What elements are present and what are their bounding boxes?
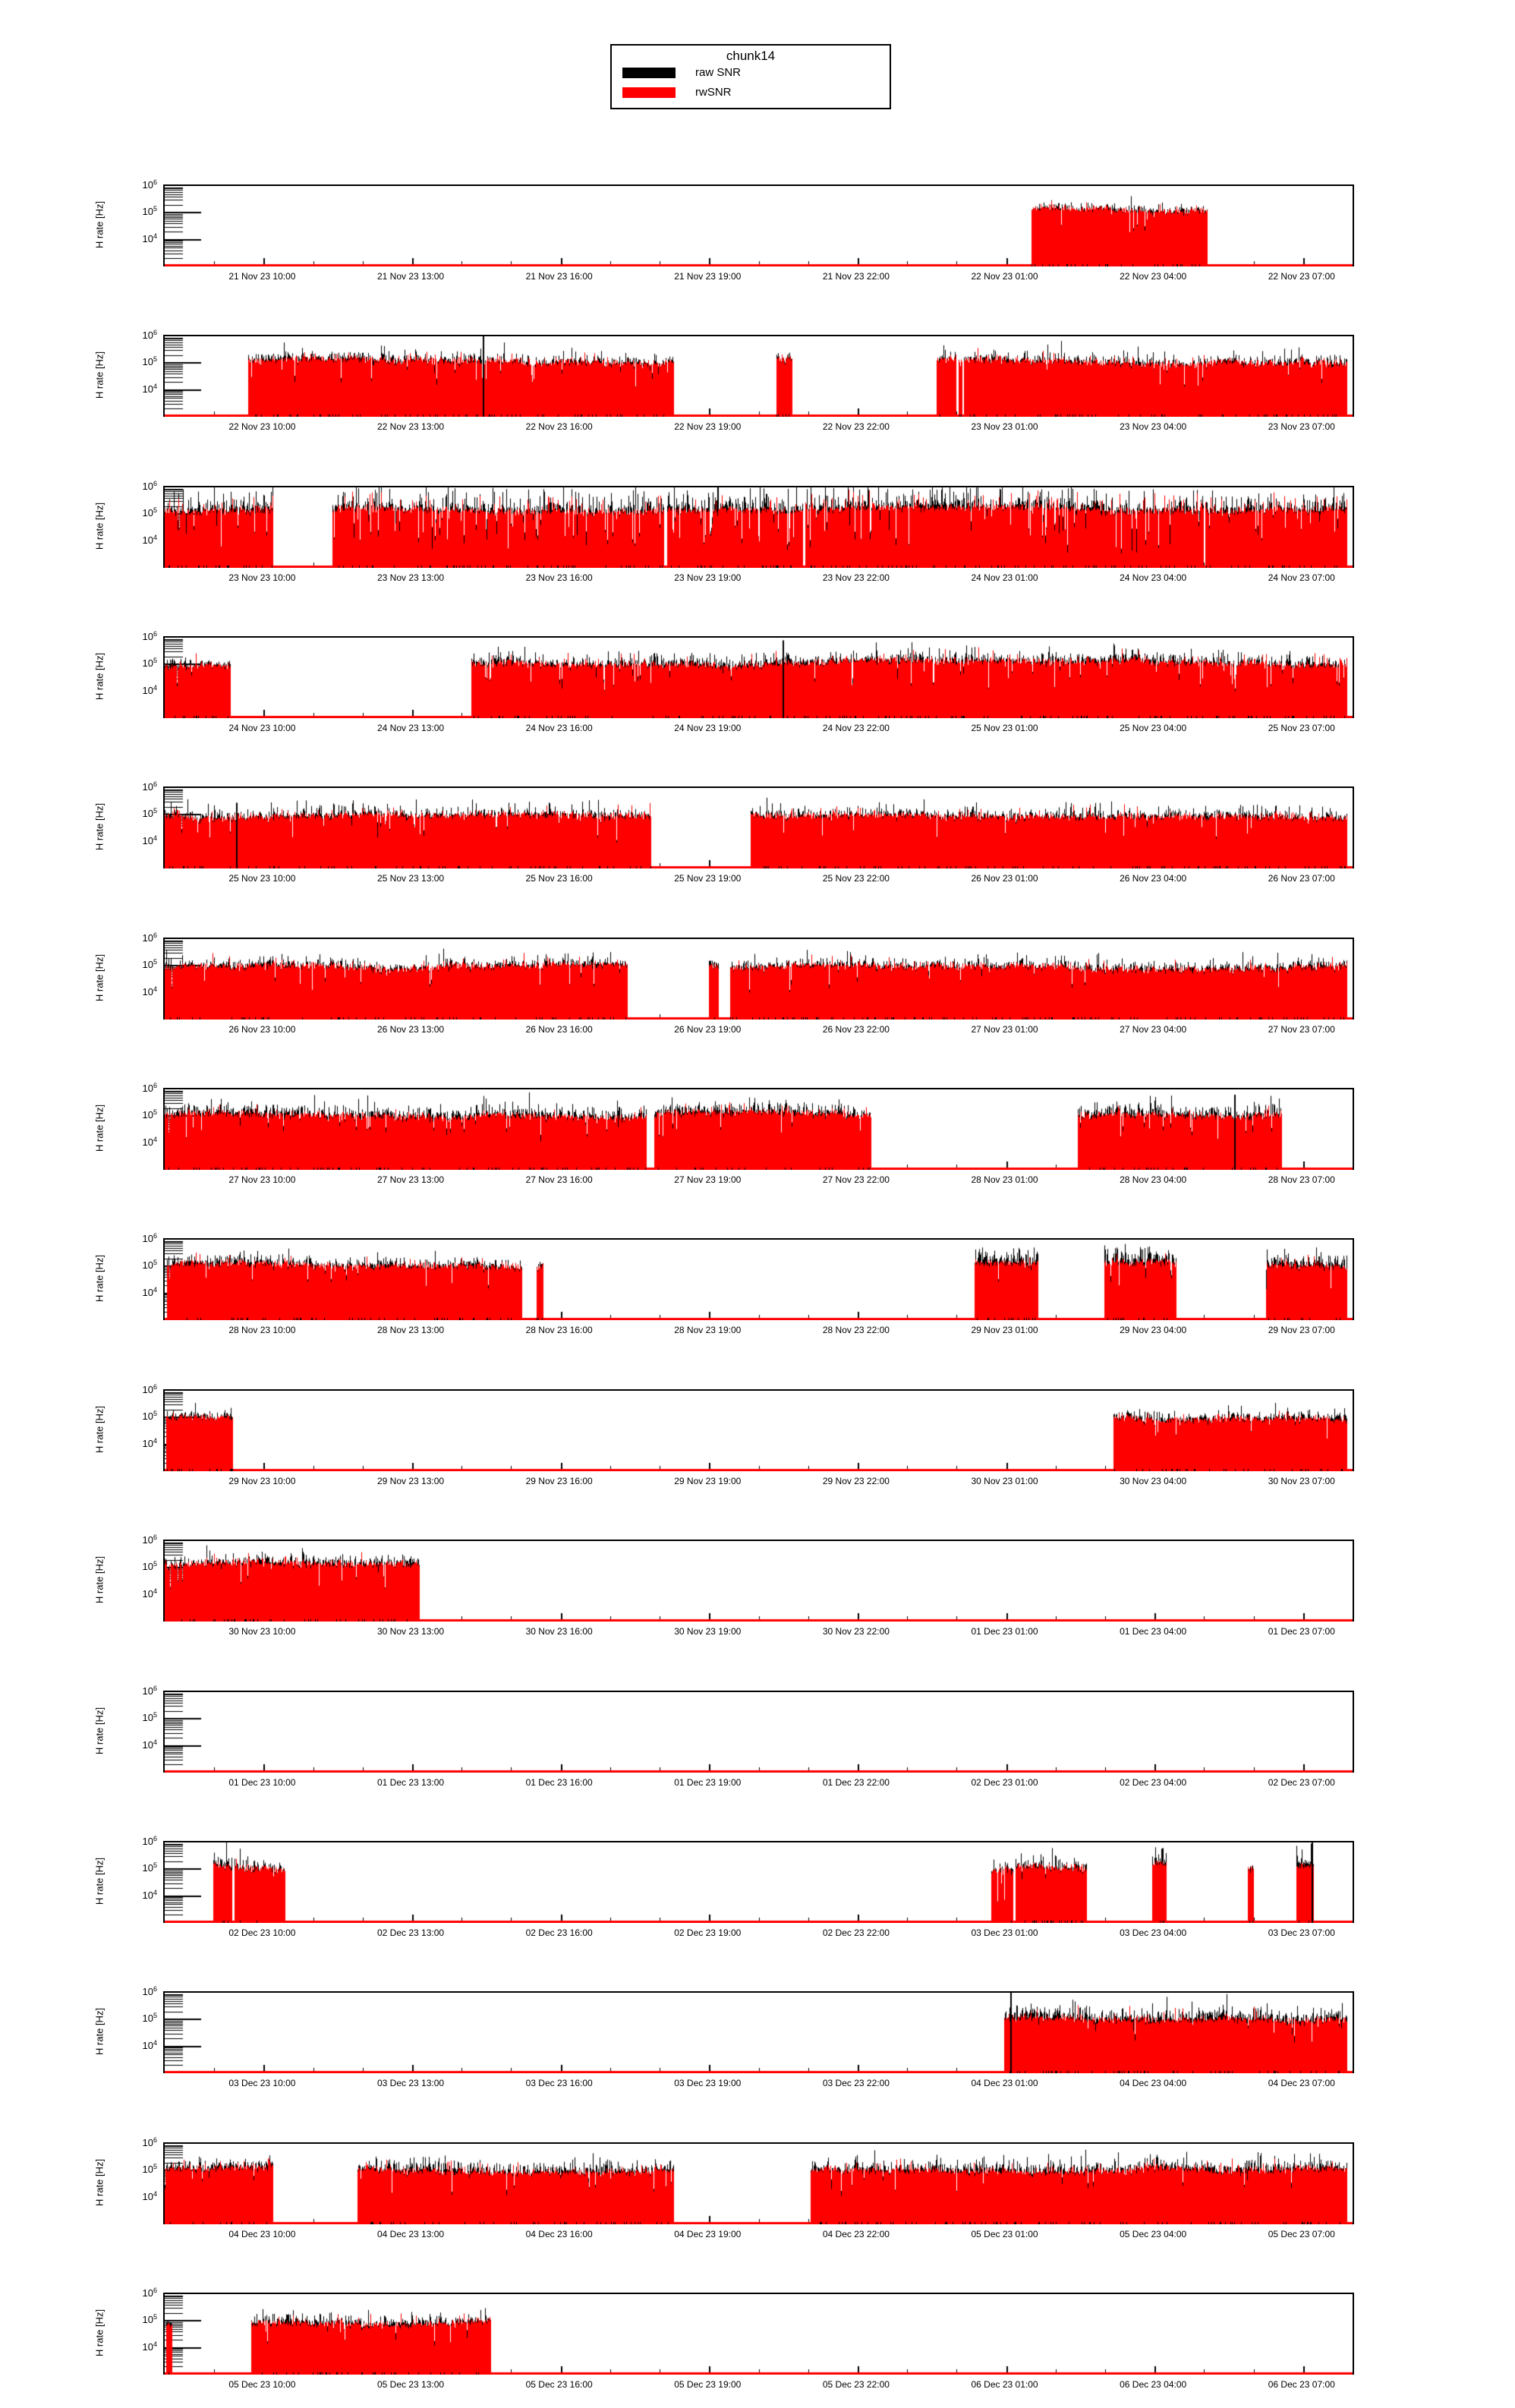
x-tick-label: 01 Dec 23 10:00	[228, 1777, 296, 1788]
y-tick-label: $10^4$	[142, 2189, 157, 2202]
x-tick-label: 21 Nov 23 16:00	[525, 271, 593, 282]
panel-01-Dec-23	[163, 1691, 1354, 1773]
x-tick-label: 26 Nov 23 01:00	[971, 873, 1038, 884]
y-tick-label: $10^5$	[142, 657, 157, 670]
y-tick-label: $10^5$	[142, 1410, 157, 1423]
y-axis-title: H rate [Hz]	[93, 2158, 106, 2207]
x-tick-label: 04 Dec 23 04:00	[1120, 2078, 1187, 2088]
x-tick-label: 04 Dec 23 07:00	[1268, 2078, 1335, 2088]
x-tick-label: 01 Dec 23 19:00	[674, 1777, 742, 1788]
y-tick-label: $10^4$	[142, 1436, 157, 1449]
x-tick-label: 21 Nov 23 22:00	[822, 271, 890, 282]
x-tick-label: 01 Dec 23 04:00	[1120, 1626, 1187, 1637]
panel-28-Nov-23	[163, 1238, 1354, 1320]
x-tick-label: 03 Dec 23 19:00	[674, 2078, 742, 2088]
x-tick-label: 29 Nov 23 13:00	[376, 1476, 445, 1486]
y-tick-label: $10^4$	[142, 382, 157, 395]
x-tick-label: 23 Nov 23 22:00	[822, 572, 890, 583]
chart-canvas	[165, 2144, 1353, 2224]
x-tick-label: 25 Nov 23 16:00	[525, 873, 593, 884]
panel-27-Nov-23	[163, 1088, 1354, 1170]
x-tick-label: 30 Nov 23 19:00	[674, 1626, 742, 1637]
panel-04-Dec-23	[163, 2142, 1354, 2224]
x-tick-label: 02 Dec 23 10:00	[228, 1927, 296, 1938]
y-axis-title: H rate [Hz]	[93, 2007, 106, 2056]
x-tick-label: 22 Nov 23 07:00	[1268, 271, 1335, 282]
y-axis-title: H rate [Hz]	[93, 2309, 106, 2357]
panel-25-Nov-23	[163, 786, 1354, 868]
x-tick-label: 03 Dec 23 01:00	[971, 1927, 1038, 1938]
x-tick-label: 02 Dec 23 04:00	[1120, 1777, 1187, 1788]
x-tick-label: 30 Nov 23 16:00	[525, 1626, 593, 1637]
x-tick-label: 24 Nov 23 16:00	[525, 723, 593, 733]
y-tick-label: $10^4$	[142, 533, 157, 546]
x-tick-label: 04 Dec 23 10:00	[228, 2229, 296, 2239]
y-tick-label: $10^4$	[142, 1587, 157, 1600]
x-tick-label: 02 Dec 23 16:00	[525, 1927, 593, 1938]
chart-canvas	[165, 186, 1353, 266]
x-tick-label: 29 Nov 23 22:00	[822, 1476, 890, 1486]
y-tick-label: $10^4$	[142, 232, 157, 244]
x-tick-label: 27 Nov 23 01:00	[971, 1024, 1038, 1035]
x-tick-label: 26 Nov 23 04:00	[1120, 873, 1187, 884]
x-tick-label: 27 Nov 23 10:00	[228, 1174, 296, 1185]
y-tick-label: $10^5$	[142, 2313, 157, 2326]
x-tick-label: 23 Nov 23 13:00	[376, 572, 445, 583]
y-axis-title: H rate [Hz]	[93, 1254, 106, 1303]
y-tick-label: $10^4$	[142, 2038, 157, 2051]
y-tick-label: $10^5$	[142, 2012, 157, 2025]
y-tick-label: $10^6$	[142, 1081, 157, 1095]
x-tick-label: 01 Dec 23 07:00	[1268, 1626, 1335, 1637]
x-tick-label: 02 Dec 23 01:00	[971, 1777, 1038, 1788]
x-tick-label: 05 Dec 23 13:00	[376, 2379, 445, 2390]
y-tick-label: $10^5$	[142, 2163, 157, 2176]
x-tick-label: 28 Nov 23 22:00	[822, 1325, 890, 1335]
x-tick-label: 04 Dec 23 13:00	[376, 2229, 445, 2239]
x-tick-label: 01 Dec 23 16:00	[525, 1777, 593, 1788]
x-tick-label: 23 Nov 23 01:00	[971, 421, 1038, 432]
y-tick-label: $10^5$	[142, 1711, 157, 1724]
x-tick-label: 01 Dec 23 01:00	[971, 1626, 1038, 1637]
x-tick-label: 04 Dec 23 22:00	[822, 2229, 890, 2239]
x-tick-label: 21 Nov 23 10:00	[228, 271, 296, 282]
chart-canvas	[165, 1089, 1353, 1170]
x-tick-label: 30 Nov 23 01:00	[971, 1476, 1038, 1486]
raw-snr-label: raw SNR	[695, 66, 742, 79]
y-axis-title: H rate [Hz]	[93, 200, 106, 249]
x-tick-label: 22 Nov 23 10:00	[228, 421, 296, 432]
x-tick-label: 26 Nov 23 16:00	[525, 1024, 593, 1035]
x-tick-label: 25 Nov 23 04:00	[1120, 723, 1187, 733]
x-tick-label: 05 Dec 23 10:00	[228, 2379, 296, 2390]
legend-entry-rwsnr	[622, 87, 732, 98]
x-tick-label: 28 Nov 23 19:00	[674, 1325, 742, 1335]
x-tick-label: 30 Nov 23 04:00	[1120, 1476, 1187, 1486]
x-tick-label: 05 Dec 23 22:00	[822, 2379, 890, 2390]
y-tick-label: $10^4$	[142, 683, 157, 696]
x-tick-label: 22 Nov 23 01:00	[971, 271, 1038, 282]
x-tick-label: 06 Dec 23 07:00	[1268, 2379, 1335, 2390]
x-tick-label: 28 Nov 23 01:00	[971, 1174, 1038, 1185]
x-tick-label: 30 Nov 23 22:00	[822, 1626, 890, 1637]
x-tick-label: 25 Nov 23 19:00	[674, 873, 742, 884]
x-tick-label: 04 Dec 23 01:00	[971, 2078, 1038, 2088]
x-tick-label: 24 Nov 23 04:00	[1120, 572, 1187, 583]
x-tick-label: 21 Nov 23 19:00	[674, 271, 742, 282]
x-tick-label: 28 Nov 23 10:00	[228, 1325, 296, 1335]
y-tick-label: $10^4$	[142, 834, 157, 846]
y-axis-title: H rate [Hz]	[93, 1104, 106, 1152]
x-tick-label: 29 Nov 23 19:00	[674, 1476, 742, 1486]
y-tick-label: $10^5$	[142, 958, 157, 971]
y-tick-label: $10^4$	[142, 1738, 157, 1751]
x-tick-label: 03 Dec 23 13:00	[376, 2078, 445, 2088]
x-tick-label: 29 Nov 23 01:00	[971, 1325, 1038, 1335]
y-tick-label: $10^5$	[142, 506, 157, 519]
chart-canvas	[165, 638, 1353, 718]
x-tick-label: 03 Dec 23 10:00	[228, 2078, 296, 2088]
rwsnr-swatch	[622, 87, 676, 98]
x-tick-label: 27 Nov 23 19:00	[674, 1174, 742, 1185]
rwsnr-label: rwSNR	[695, 86, 732, 99]
y-axis-title: H rate [Hz]	[93, 1405, 106, 1454]
chart-canvas	[165, 1692, 1353, 1773]
x-tick-label: 28 Nov 23 16:00	[525, 1325, 593, 1335]
y-tick-label: $10^4$	[142, 1888, 157, 1901]
x-tick-label: 22 Nov 23 19:00	[674, 421, 742, 432]
x-tick-label: 23 Nov 23 10:00	[228, 572, 296, 583]
y-tick-label: $10^5$	[142, 205, 157, 218]
legend-box	[610, 44, 891, 109]
y-tick-label: $10^4$	[142, 985, 157, 998]
y-tick-label: $10^6$	[142, 931, 157, 944]
y-tick-label: $10^5$	[142, 355, 157, 368]
y-tick-label: $10^6$	[142, 178, 157, 191]
x-tick-label: 02 Dec 23 07:00	[1268, 1777, 1335, 1788]
x-tick-label: 05 Dec 23 01:00	[971, 2229, 1038, 2239]
x-tick-label: 25 Nov 23 13:00	[376, 873, 445, 884]
x-tick-label: 02 Dec 23 13:00	[376, 1927, 445, 1938]
y-tick-label: $10^6$	[142, 328, 157, 342]
x-tick-label: 29 Nov 23 07:00	[1268, 1325, 1335, 1335]
x-tick-label: 25 Nov 23 22:00	[822, 873, 890, 884]
y-tick-label: $10^4$	[142, 1285, 157, 1298]
chart-canvas	[165, 939, 1353, 1020]
x-tick-label: 27 Nov 23 22:00	[822, 1174, 890, 1185]
x-tick-label: 22 Nov 23 22:00	[822, 421, 890, 432]
x-tick-label: 21 Nov 23 13:00	[376, 271, 445, 282]
x-tick-label: 24 Nov 23 07:00	[1268, 572, 1335, 583]
x-tick-label: 26 Nov 23 22:00	[822, 1024, 890, 1035]
chart-canvas	[165, 1842, 1353, 1923]
chart-canvas	[165, 1993, 1353, 2073]
chart-canvas	[165, 487, 1353, 568]
x-tick-label: 05 Dec 23 07:00	[1268, 2229, 1335, 2239]
y-axis-title: H rate [Hz]	[93, 802, 106, 851]
x-tick-label: 28 Nov 23 04:00	[1120, 1174, 1187, 1185]
x-tick-label: 27 Nov 23 13:00	[376, 1174, 445, 1185]
y-tick-label: $10^6$	[142, 479, 157, 493]
x-tick-label: 23 Nov 23 07:00	[1268, 421, 1335, 432]
x-tick-label: 22 Nov 23 04:00	[1120, 271, 1187, 282]
y-tick-label: $10^6$	[142, 780, 157, 793]
y-tick-label: $10^6$	[142, 1382, 157, 1396]
y-axis-title: H rate [Hz]	[93, 652, 106, 701]
x-tick-label: 03 Dec 23 22:00	[822, 2078, 890, 2088]
y-tick-label: $10^6$	[142, 629, 157, 643]
x-tick-label: 03 Dec 23 04:00	[1120, 1927, 1187, 1938]
x-tick-label: 23 Nov 23 19:00	[674, 572, 742, 583]
y-tick-label: $10^6$	[142, 1984, 157, 1998]
x-tick-label: 25 Nov 23 07:00	[1268, 723, 1335, 733]
y-axis-title: H rate [Hz]	[93, 1857, 106, 1905]
y-tick-label: $10^6$	[142, 2286, 157, 2299]
x-tick-label: 26 Nov 23 10:00	[228, 1024, 296, 1035]
x-tick-label: 05 Dec 23 04:00	[1120, 2229, 1187, 2239]
x-tick-label: 24 Nov 23 13:00	[376, 723, 445, 733]
x-tick-label: 23 Nov 23 04:00	[1120, 421, 1187, 432]
x-tick-label: 27 Nov 23 07:00	[1268, 1024, 1335, 1035]
y-tick-label: $10^4$	[142, 1135, 157, 1148]
x-tick-label: 04 Dec 23 16:00	[525, 2229, 593, 2239]
x-tick-label: 28 Nov 23 13:00	[376, 1325, 445, 1335]
x-tick-label: 22 Nov 23 13:00	[376, 421, 445, 432]
x-tick-label: 06 Dec 23 04:00	[1120, 2379, 1187, 2390]
y-tick-label: $10^6$	[142, 1231, 157, 1245]
x-tick-label: 24 Nov 23 22:00	[822, 723, 890, 733]
legend-entry-raw-snr	[622, 67, 741, 78]
x-tick-label: 03 Dec 23 16:00	[525, 2078, 593, 2088]
x-tick-label: 26 Nov 23 07:00	[1268, 873, 1335, 884]
raw-snr-swatch	[622, 68, 676, 78]
panel-29-Nov-23	[163, 1389, 1354, 1471]
x-tick-label: 02 Dec 23 22:00	[822, 1927, 890, 1938]
x-tick-label: 05 Dec 23 16:00	[525, 2379, 593, 2390]
y-axis-title: H rate [Hz]	[93, 502, 106, 550]
y-tick-label: $10^5$	[142, 807, 157, 820]
panel-26-Nov-23	[163, 938, 1354, 1020]
x-tick-label: 04 Dec 23 19:00	[674, 2229, 742, 2239]
x-tick-label: 01 Dec 23 13:00	[376, 1777, 445, 1788]
x-tick-label: 24 Nov 23 10:00	[228, 723, 296, 733]
x-tick-label: 05 Dec 23 19:00	[674, 2379, 742, 2390]
chart-canvas	[165, 2294, 1353, 2375]
x-tick-label: 06 Dec 23 01:00	[971, 2379, 1038, 2390]
panel-02-Dec-23	[163, 1841, 1354, 1923]
panel-05-Dec-23	[163, 2293, 1354, 2375]
y-tick-label: $10^5$	[142, 1861, 157, 1874]
x-tick-label: 01 Dec 23 22:00	[822, 1777, 890, 1788]
y-axis-title: H rate [Hz]	[93, 1707, 106, 1755]
y-tick-label: $10^5$	[142, 1259, 157, 1272]
x-tick-label: 29 Nov 23 16:00	[525, 1476, 593, 1486]
panel-23-Nov-23	[163, 486, 1354, 568]
y-tick-label: $10^6$	[142, 2135, 157, 2149]
x-tick-label: 03 Dec 23 07:00	[1268, 1927, 1335, 1938]
y-axis-title: H rate [Hz]	[93, 1555, 106, 1604]
chart-canvas	[165, 1240, 1353, 1320]
x-tick-label: 29 Nov 23 10:00	[228, 1476, 296, 1486]
chart-canvas	[165, 1391, 1353, 1471]
x-tick-label: 30 Nov 23 10:00	[228, 1626, 296, 1637]
x-tick-label: 22 Nov 23 16:00	[525, 421, 593, 432]
y-tick-label: $10^5$	[142, 1560, 157, 1573]
x-tick-label: 23 Nov 23 16:00	[525, 572, 593, 583]
x-tick-label: 24 Nov 23 01:00	[971, 572, 1038, 583]
x-tick-label: 26 Nov 23 13:00	[376, 1024, 445, 1035]
x-tick-label: 25 Nov 23 10:00	[228, 873, 296, 884]
chart-canvas	[165, 1541, 1353, 1622]
y-tick-label: $10^4$	[142, 2340, 157, 2353]
x-tick-label: 27 Nov 23 04:00	[1120, 1024, 1187, 1035]
panel-24-Nov-23	[163, 636, 1354, 718]
y-tick-label: $10^6$	[142, 1834, 157, 1848]
x-tick-label: 24 Nov 23 19:00	[674, 723, 742, 733]
y-axis-title: H rate [Hz]	[93, 351, 106, 399]
x-tick-label: 30 Nov 23 07:00	[1268, 1476, 1335, 1486]
legend-title: chunk14	[726, 49, 776, 63]
y-axis-title: H rate [Hz]	[93, 953, 106, 1002]
x-tick-label: 30 Nov 23 13:00	[376, 1626, 445, 1637]
y-tick-label: $10^6$	[142, 1533, 157, 1546]
chart-canvas	[165, 788, 1353, 868]
chart-canvas	[165, 336, 1353, 417]
panel-22-Nov-23	[163, 335, 1354, 417]
panel-30-Nov-23	[163, 1540, 1354, 1622]
x-tick-label: 25 Nov 23 01:00	[971, 723, 1038, 733]
x-tick-label: 26 Nov 23 19:00	[674, 1024, 742, 1035]
panel-21-Nov-23	[163, 184, 1354, 266]
x-tick-label: 29 Nov 23 04:00	[1120, 1325, 1187, 1335]
panel-03-Dec-23	[163, 1991, 1354, 2073]
x-tick-label: 28 Nov 23 07:00	[1268, 1174, 1335, 1185]
y-tick-label: $10^5$	[142, 1108, 157, 1121]
y-tick-label: $10^6$	[142, 1684, 157, 1697]
x-tick-label: 27 Nov 23 16:00	[525, 1174, 593, 1185]
x-tick-label: 02 Dec 23 19:00	[674, 1927, 742, 1938]
